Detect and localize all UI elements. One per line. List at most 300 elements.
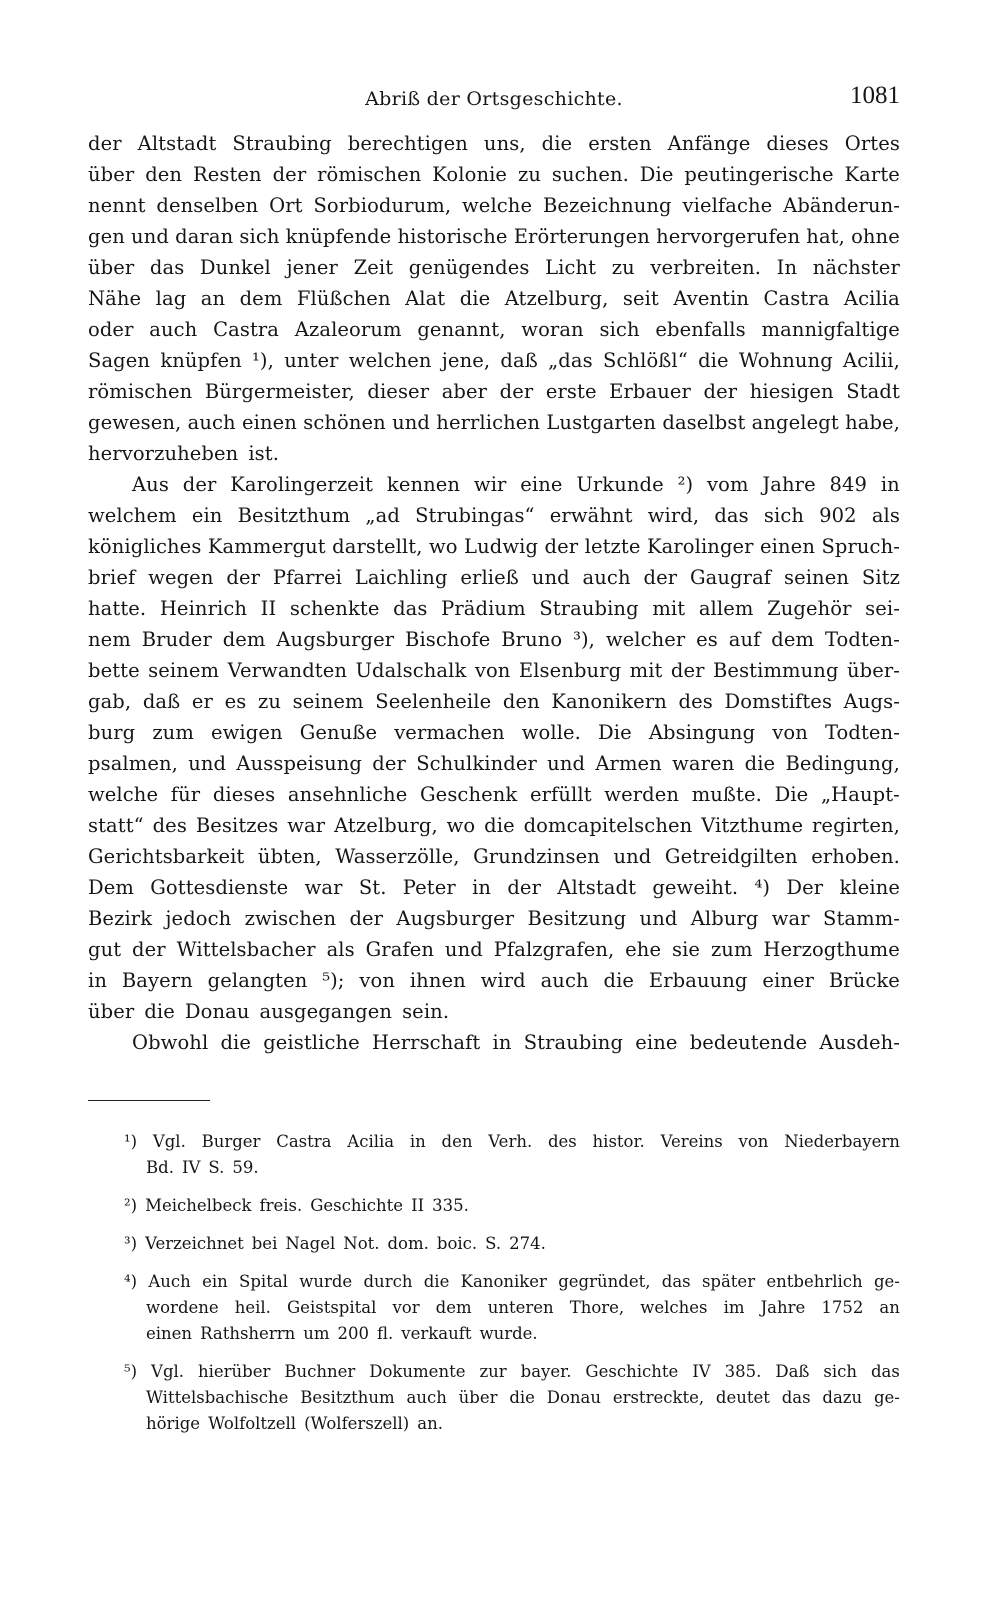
word: sich: [763, 504, 805, 527]
word: Donau: [184, 1000, 250, 1023]
word: Spruch-: [821, 535, 900, 558]
word: ebenfalls: [655, 318, 746, 341]
word: Wittelsbachische: [146, 1388, 289, 1407]
word: bei: [251, 1234, 278, 1253]
word: Der: [786, 876, 824, 899]
word: der: [372, 752, 406, 775]
footnote-line: [88, 1359, 900, 1385]
word: „das: [548, 349, 593, 372]
text-line: [88, 996, 900, 1027]
word: Geschichte: [585, 1362, 679, 1381]
text-line: [88, 872, 900, 903]
word: 200: [337, 1324, 370, 1343]
word: seinen: [783, 566, 850, 589]
word: 59.: [232, 1158, 259, 1177]
word: historische: [397, 225, 508, 248]
word: Grafen: [365, 938, 435, 961]
word: (Wolferszell): [304, 1414, 410, 1433]
word: und: [531, 566, 570, 589]
text-line: [88, 655, 900, 686]
footnote-line: [88, 1385, 900, 1411]
word: Todten-: [824, 721, 900, 744]
word: der: [703, 380, 738, 403]
footnote: [88, 1193, 900, 1219]
word: dieses: [766, 132, 829, 155]
word: als: [871, 504, 900, 527]
word: verbreiten.: [650, 256, 762, 279]
word: Licht: [545, 256, 597, 279]
word: nem: [88, 628, 131, 651]
word: eine: [635, 1031, 678, 1054]
word: in: [472, 876, 492, 899]
word: daß: [500, 349, 538, 372]
word: die: [509, 1388, 535, 1407]
footnote-line: [88, 1295, 900, 1321]
word: entbehrlich: [766, 1272, 863, 1291]
word: vermachen: [394, 721, 505, 744]
text-line: [88, 1027, 900, 1058]
word: Wohnung: [738, 349, 833, 372]
word: Bezirk: [88, 907, 153, 930]
text-line: [88, 500, 900, 531]
word: brief: [88, 566, 136, 589]
word: Rathsherrn: [200, 1324, 296, 1343]
word: Bruder: [141, 628, 212, 651]
word: Vgl.: [151, 1362, 185, 1381]
word: auch: [149, 318, 198, 341]
word: woran: [521, 318, 584, 341]
text-line: [88, 717, 900, 748]
word: Meichelbeck: [145, 1196, 252, 1215]
word: Straubing: [539, 597, 639, 620]
word: dazu: [822, 1388, 863, 1407]
word: psalmen,: [88, 752, 178, 775]
word: Laichling: [354, 566, 448, 589]
word: über: [88, 256, 135, 279]
word: ⁵);: [322, 969, 345, 992]
word: boic.: [436, 1234, 478, 1253]
word: zwischen: [244, 907, 337, 930]
word: schönen: [303, 411, 386, 434]
word: Ludwig: [464, 535, 539, 558]
word: ²): [124, 1196, 138, 1215]
word: seit: [622, 287, 659, 310]
word: in: [88, 969, 107, 992]
word: Not.: [343, 1234, 380, 1253]
word: Ausspeisung: [236, 752, 363, 775]
word: waren: [672, 752, 735, 775]
word: das: [661, 1272, 691, 1291]
word: das: [149, 256, 185, 279]
word: dom.: [387, 1234, 429, 1253]
word: Castra: [763, 287, 830, 310]
word: erste: [545, 380, 597, 403]
text-line: [88, 686, 900, 717]
word: den: [502, 690, 540, 713]
text-line: [88, 903, 900, 934]
word: auf: [728, 628, 761, 651]
text-line: [88, 965, 900, 996]
word: übten,: [257, 845, 322, 868]
word: Wasserzölle,: [335, 845, 460, 868]
word: Genuße: [299, 721, 378, 744]
word: Udalschalk: [355, 659, 467, 682]
footnotes: [88, 1129, 900, 1437]
word: und: [547, 752, 586, 775]
word: einen: [760, 535, 815, 558]
word: fl.: [377, 1324, 394, 1343]
word: Dem: [88, 876, 134, 899]
word: Karolinger: [646, 535, 754, 558]
word: Bayern: [121, 969, 193, 992]
word: dieser: [367, 380, 430, 403]
word: von: [359, 969, 395, 992]
word: ⁵): [124, 1362, 138, 1381]
word: ansehnliche: [287, 783, 408, 806]
word: das: [871, 1362, 900, 1381]
word: bayer.: [520, 1362, 572, 1381]
word: ge-: [873, 1388, 900, 1407]
word: den: [145, 163, 183, 186]
word: vor: [392, 1298, 420, 1317]
word: Nagel: [285, 1234, 336, 1253]
word: gen: [88, 225, 125, 248]
footnote: [88, 1269, 900, 1347]
word: ³): [124, 1234, 138, 1253]
word: mußte.: [691, 783, 762, 806]
word: und: [392, 411, 430, 434]
word: mit: [629, 659, 663, 682]
word: die: [603, 969, 635, 992]
footnote-line: [88, 1129, 900, 1155]
word: Bestimmung: [713, 659, 839, 682]
word: wird: [480, 969, 526, 992]
word: Besitzthum: [300, 1388, 395, 1407]
word: ⁴): [124, 1272, 138, 1291]
footnote: [88, 1359, 900, 1437]
word: von: [772, 721, 808, 744]
word: der: [226, 566, 261, 589]
word: Flüßchen: [296, 287, 391, 310]
word: wurde.: [479, 1324, 538, 1343]
text-line: [88, 190, 900, 221]
word: Bd.: [146, 1158, 174, 1177]
word: ersten: [588, 132, 652, 155]
text-line: [88, 438, 900, 469]
word: Getreidgilten: [664, 845, 798, 868]
word: das: [781, 1388, 811, 1407]
word: durch: [363, 1272, 413, 1291]
word: für: [170, 783, 201, 806]
word: Pfarrei: [272, 566, 342, 589]
word: „ad: [365, 504, 400, 527]
word: Brücke: [828, 969, 900, 992]
word: war: [287, 814, 326, 837]
word: das: [393, 597, 428, 620]
word: Kanoniker: [460, 1272, 547, 1291]
word: Vereins: [660, 1132, 723, 1151]
word: Besitzthum: [237, 504, 351, 527]
word: zur: [479, 1362, 507, 1381]
word: wird,: [647, 504, 700, 527]
word: den: [441, 1132, 473, 1151]
word: Besitzung: [527, 907, 627, 930]
word: Ortes: [844, 132, 900, 155]
word: Wolfoltzell: [208, 1414, 297, 1433]
word: Seelenheile: [375, 690, 492, 713]
text-line: [88, 283, 900, 314]
word: schenkte: [289, 597, 380, 620]
word: hörige: [146, 1414, 201, 1433]
word: Elsenburg: [518, 659, 622, 682]
word: Geschenk: [420, 783, 518, 806]
word: über: [88, 1000, 135, 1023]
word: deutet: [715, 1388, 770, 1407]
word: Burger: [201, 1132, 261, 1151]
word: Thore,: [569, 1298, 625, 1317]
word: werden: [604, 783, 680, 806]
word: angelegt: [751, 411, 839, 434]
word: welchem: [88, 504, 177, 527]
word: „Haupt-: [820, 783, 900, 806]
word: er: [191, 690, 213, 713]
word: Anfänge: [667, 132, 751, 155]
word: von: [474, 659, 511, 682]
word: Erörterungen: [513, 225, 650, 248]
text-line: [88, 748, 900, 779]
word: Zeit: [353, 256, 394, 279]
word: erstreckte,: [612, 1388, 705, 1407]
word: und: [613, 845, 652, 868]
word: Absingung: [648, 721, 756, 744]
word: Armen: [595, 752, 662, 775]
word: in: [409, 1132, 426, 1151]
word: der: [670, 659, 705, 682]
word: die: [459, 287, 491, 310]
page-header: [88, 82, 900, 128]
word: kleine: [839, 876, 900, 899]
word: welche: [462, 194, 533, 217]
word: Gaugraf: [690, 566, 772, 589]
word: Sorbiodurum,: [313, 194, 452, 217]
word: 385.: [724, 1362, 762, 1381]
word: des: [678, 690, 713, 713]
running-title: Abriß der Ortsgeschichte.: [365, 88, 623, 110]
word: knüpfen: [160, 349, 242, 372]
word: 849: [829, 473, 868, 496]
word: burg: [88, 721, 136, 744]
word: Prädium: [441, 597, 526, 620]
text-line: [88, 469, 900, 500]
word: 1752: [821, 1298, 864, 1317]
word: II: [260, 597, 277, 620]
word: histor.: [592, 1132, 645, 1151]
word: Zugehör: [767, 597, 852, 620]
word: vom: [706, 473, 749, 496]
word: Aus: [132, 473, 169, 496]
word: regirten,: [812, 814, 900, 837]
word: nächster: [812, 256, 900, 279]
word: unter: [284, 349, 339, 372]
word: Lustgarten: [546, 411, 657, 434]
word: Altstadt: [557, 876, 637, 899]
word: Dokumente: [369, 1362, 466, 1381]
word: Erbauung: [648, 969, 748, 992]
footnote-line: [88, 1231, 900, 1257]
word: Jahre: [762, 473, 816, 496]
word: es: [696, 628, 718, 651]
word: einen: [242, 411, 297, 434]
word: Niederbayern: [784, 1132, 900, 1151]
word: sein.: [402, 1000, 450, 1023]
word: berechtigen: [347, 132, 468, 155]
word: gegründet,: [558, 1272, 651, 1291]
text-line: [88, 593, 900, 624]
word: erfüllt: [529, 783, 592, 806]
word: auch: [187, 411, 236, 434]
word: jedoch: [165, 907, 232, 930]
word: wir: [473, 473, 507, 496]
word: die: [220, 1031, 252, 1054]
text-line: [88, 841, 900, 872]
word: nennt: [88, 194, 146, 217]
word: II: [411, 1196, 425, 1215]
word: der: [544, 535, 579, 558]
word: Bezeichnung: [542, 194, 672, 217]
word: die: [744, 752, 776, 775]
word: ³),: [573, 628, 595, 651]
word: ewigen: [211, 721, 283, 744]
word: Ausdeh-: [819, 1031, 900, 1054]
word: In: [776, 256, 798, 279]
word: einer: [762, 969, 815, 992]
paragraph: [88, 1027, 900, 1058]
word: hiesigen: [749, 380, 834, 403]
word: 335.: [432, 1196, 469, 1215]
word: Spital: [239, 1272, 288, 1291]
word: Heinrich: [159, 597, 248, 620]
word: lag: [155, 287, 187, 310]
word: Sitz: [861, 566, 900, 589]
word: Die: [598, 721, 632, 744]
word: der: [88, 132, 122, 155]
word: hierüber: [198, 1362, 271, 1381]
word: war: [304, 876, 343, 899]
word: IV: [692, 1362, 711, 1381]
word: seinem: [292, 690, 364, 713]
word: Buchner: [284, 1362, 356, 1381]
word: römischen: [88, 380, 193, 403]
word: Acilia: [843, 287, 900, 310]
word: Augsburger: [396, 907, 515, 930]
word: genannt,: [417, 318, 506, 341]
word: Donau: [546, 1388, 601, 1407]
word: dem: [771, 628, 815, 651]
footnote-line: [88, 1193, 900, 1219]
word: Auch: [148, 1272, 191, 1291]
word: Acilia: [347, 1132, 395, 1151]
word: auch: [406, 1388, 447, 1407]
word: Straubing: [232, 132, 332, 155]
word: Alburg: [690, 907, 759, 930]
word: peutingerische: [684, 163, 834, 186]
word: gewesen,: [88, 411, 182, 434]
word: wo: [446, 814, 476, 837]
word: erwähnt: [549, 504, 633, 527]
word: S.: [208, 1158, 225, 1177]
word: Ort: [269, 194, 303, 217]
word: Verzeichnet: [145, 1234, 244, 1253]
word: Dunkel: [199, 256, 271, 279]
word: des: [547, 1132, 577, 1151]
word: wurde: [299, 1272, 353, 1291]
word: Domstiftes: [724, 690, 833, 713]
word: die: [144, 1000, 175, 1023]
word: Vitzthume: [701, 814, 804, 837]
footnote-divider: [88, 1100, 210, 1101]
word: römischen: [317, 163, 422, 186]
word: auch: [540, 969, 589, 992]
word: seinem: [148, 659, 220, 682]
word: der: [643, 566, 678, 589]
word: IV: [181, 1158, 201, 1177]
word: zum: [152, 721, 194, 744]
word: daselbst: [662, 411, 746, 434]
word: Aventin: [673, 287, 750, 310]
word: wolle.: [521, 721, 581, 744]
word: später: [701, 1272, 756, 1291]
word: S.: [485, 1234, 502, 1253]
word: es: [224, 690, 247, 713]
text-line: [88, 531, 900, 562]
word: Stadt: [846, 380, 900, 403]
footnote-line: [88, 1321, 900, 1347]
word: ge-: [873, 1272, 900, 1291]
word: die: [484, 814, 515, 837]
word: Todten-: [824, 628, 900, 651]
word: sich: [239, 225, 280, 248]
word: 274.: [509, 1234, 546, 1253]
word: verkauft: [401, 1324, 472, 1343]
word: Jahre: [760, 1298, 806, 1317]
word: an: [200, 287, 226, 310]
word: Urkunde: [576, 473, 664, 496]
body-text: [88, 128, 900, 1058]
word: Herzogthume: [763, 938, 900, 961]
word: mit: [652, 597, 686, 620]
word: eine: [520, 473, 563, 496]
word: Nähe: [88, 287, 142, 310]
word: der: [499, 380, 534, 403]
word: jener: [286, 256, 338, 279]
paragraph: [88, 128, 900, 469]
word: und: [188, 752, 227, 775]
word: ohne: [851, 225, 900, 248]
word: zu: [517, 163, 541, 186]
word: wo: [428, 535, 458, 558]
word: Azaleorum: [294, 318, 402, 341]
word: jene,: [441, 349, 491, 372]
word: Augs-: [843, 690, 900, 713]
paragraph: [88, 469, 900, 1027]
word: welchen: [348, 349, 432, 372]
word: wordene: [146, 1298, 219, 1317]
word: Schlößl“: [602, 349, 688, 372]
word: geweiht.: [652, 876, 739, 899]
word: Geschichte: [310, 1196, 404, 1215]
book-page: [88, 82, 900, 1449]
footnote-line: [88, 1269, 900, 1295]
